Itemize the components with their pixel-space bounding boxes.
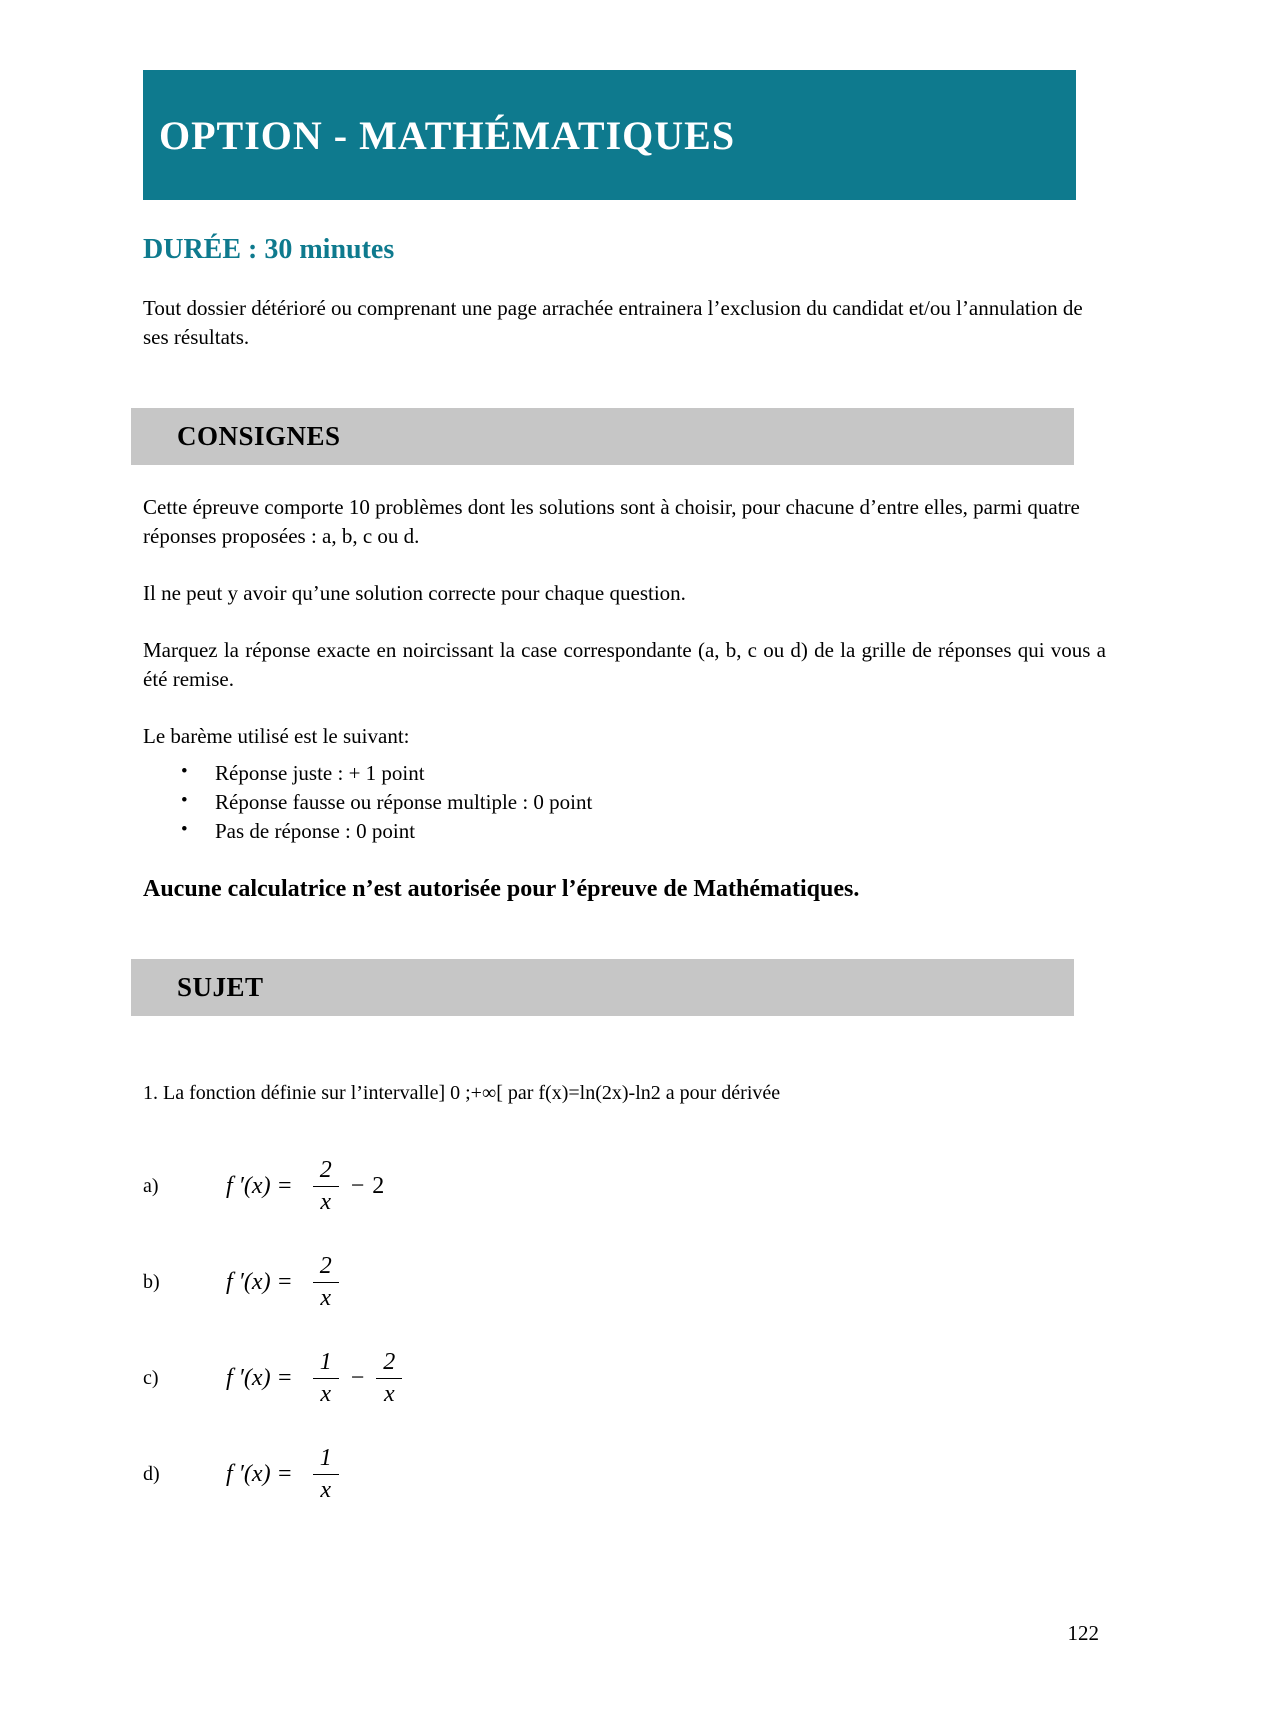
fraction-numerator: 2: [376, 1350, 402, 1379]
sujet-section: [143, 1082, 1106, 1511]
consignes-section: [143, 493, 1106, 903]
fraction-denominator: x: [320, 1381, 332, 1408]
formula-lhs: f ′(x) =: [226, 1173, 299, 1200]
bareme-intro: Le barème utilisé est le suivant:: [143, 723, 410, 748]
calculator-note: Aucune calculatrice n’est autorisée pour l’épreuve de Mathématiques.: [143, 875, 860, 902]
list-item-text: Réponse juste : + 1 point: [215, 760, 425, 785]
list-item-text: Réponse fausse ou réponse multiple : 0 point: [215, 789, 593, 814]
fraction: [376, 1350, 402, 1407]
bareme-list: [143, 759, 1106, 846]
fraction: [313, 1158, 339, 1215]
sujet-heading: SUJET: [177, 971, 264, 1002]
consignes-heading: CONSIGNES: [177, 420, 341, 451]
title-banner: [143, 70, 1076, 200]
fraction-numerator: 2: [313, 1254, 339, 1283]
fraction-denominator: x: [320, 1477, 332, 1504]
minus-operator: −: [350, 1365, 365, 1392]
fraction-denominator: x: [383, 1381, 395, 1408]
answer-option-b: [143, 1247, 1106, 1319]
bullet-icon: •: [181, 818, 188, 840]
option-formula: [226, 1254, 343, 1311]
fraction-denominator: x: [320, 1285, 332, 1312]
formula-tail: 2: [372, 1173, 385, 1200]
option-label: d): [143, 1463, 160, 1486]
option-formula: [226, 1350, 406, 1407]
page-number: 122: [1067, 1621, 1099, 1645]
fraction-denominator: x: [320, 1189, 332, 1216]
bullet-icon: •: [181, 789, 188, 811]
fraction-numerator: 2: [313, 1158, 339, 1187]
option-formula: [226, 1158, 384, 1215]
fraction: [313, 1350, 339, 1407]
bullet-icon: •: [181, 760, 188, 782]
formula-lhs: f ′(x) =: [226, 1269, 299, 1296]
fraction: [313, 1446, 339, 1503]
question-text: 1. La fonction définie sur l’intervalle] 0 ;+∞[ par f(x)=ln(2x)-ln2 a pour dérivée: [143, 1081, 781, 1104]
list-item: [143, 817, 1106, 846]
warning-paragraph: Tout dossier détérioré ou comprenant une page arrachée entrainera l’exclusion du candidat et/ou l’annulation de ses résultats.: [143, 296, 1083, 349]
list-item: [143, 788, 1106, 817]
duration-heading: DURÉE : 30 minutes: [143, 234, 395, 265]
fraction: [313, 1254, 339, 1311]
consignes-banner: [131, 408, 1074, 465]
formula-lhs: f ′(x) =: [226, 1365, 299, 1392]
sujet-banner: [131, 959, 1074, 1016]
list-item: [143, 759, 1106, 788]
list-item-text: Pas de réponse : 0 point: [215, 818, 416, 843]
content-area: [143, 294, 1106, 352]
page-title: OPTION - MATHÉMATIQUES: [159, 112, 736, 158]
option-formula: [226, 1446, 343, 1503]
answer-option-a: [143, 1151, 1106, 1223]
option-label: c): [143, 1367, 159, 1390]
consignes-paragraph-2: Il ne peut y avoir qu’une solution correcte pour chaque question.: [143, 580, 686, 605]
consignes-paragraph-3: Marquez la réponse exacte en noircissant la case correspondante (a, b, c ou d) de la grille de réponses qui vous a été remise.: [143, 637, 1106, 691]
answer-option-c: [143, 1343, 1106, 1415]
answer-option-d: [143, 1439, 1106, 1511]
minus-operator: −: [350, 1173, 365, 1200]
fraction-numerator: 1: [313, 1446, 339, 1475]
document-page: [0, 70, 1275, 1645]
fraction-numerator: 1: [313, 1350, 339, 1379]
consignes-paragraph-1: Cette épreuve comporte 10 problèmes dont les solutions sont à choisir, pour chacune d’entre elles, parmi quatre réponses proposées : a, b, c ou d.: [143, 494, 1080, 548]
option-label: a): [143, 1175, 159, 1198]
formula-lhs: f ′(x) =: [226, 1461, 299, 1488]
option-label: b): [143, 1271, 160, 1294]
answer-options: [143, 1151, 1106, 1511]
